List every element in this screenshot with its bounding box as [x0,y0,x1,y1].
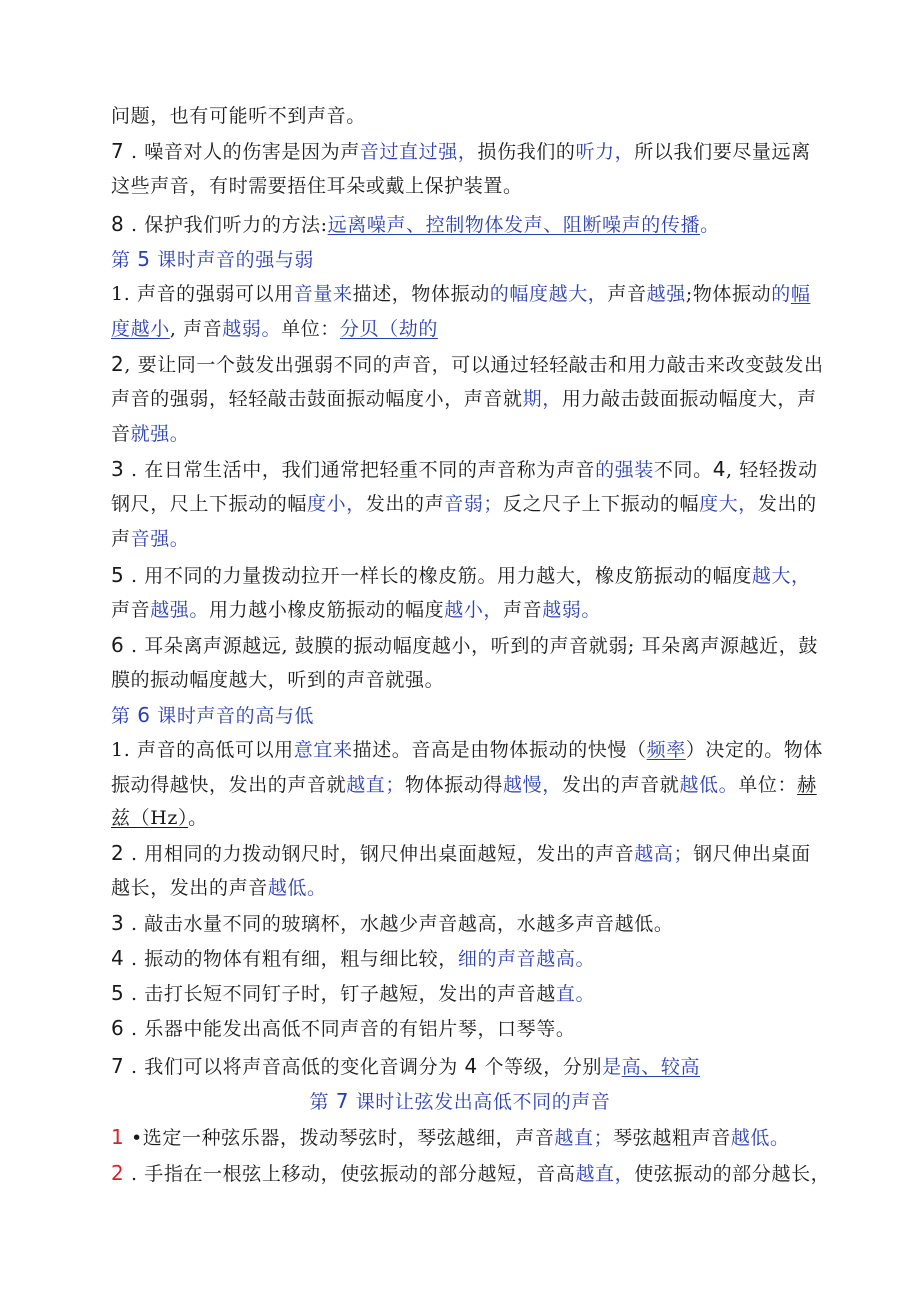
text-line [111,455,818,484]
text-segment: 琴弦越粗声音 [613,1127,731,1149]
text-line [111,561,811,590]
text-segment: 是 [602,1056,622,1078]
text-segment: . 用相同的力拨动钢尺时，钢尺伸出桌面越短，发出的声音 [124,843,635,865]
text-segment: 声音的强弱，轻轻敲击鼓面振动幅度小，声音就 [111,388,523,410]
text-segment: 越小， [444,599,504,621]
text-segment: 兹（Hz） [111,807,189,829]
text-segment: 越低。 [267,877,327,899]
text-segment: . 击打长短不同钉子时，钉子越短，发出的声音越 [124,983,556,1005]
text-segment: 度大， [699,493,758,515]
text-segment: 发出的声 [365,493,445,515]
text-line [111,102,366,130]
text-segment: 越强。 [150,599,210,621]
text-segment: 2 [111,841,125,865]
text-segment: 听力， [575,141,635,163]
text-line [111,596,601,624]
text-segment: 就强。 [130,423,190,445]
text-segment: 5 [137,247,151,271]
text-segment: 用力敲击鼓面振动幅度大，声 [561,388,817,410]
text-segment: ）决定的。物体 [685,739,824,761]
text-segment: 度小， [307,493,366,515]
text-segment: 4 [712,457,727,481]
text-segment: 6 [137,703,151,727]
text-segment: 越低。 [679,774,739,796]
text-line [111,736,823,764]
text-segment: 越直， [575,1163,635,1185]
text-segment: 第 [309,1091,336,1113]
section-heading [111,245,314,274]
text-segment: 3 [111,911,125,935]
text-segment: 赫 [797,774,817,796]
text-segment: •选定一种弦乐器，拨动琴弦时，琴弦越细，声音 [124,1127,555,1149]
text-segment: 损伤我们的 [477,141,576,163]
text-segment: 发出的声音就 [561,774,680,796]
text-line [111,1014,575,1043]
text-segment: 声音 [607,283,647,305]
text-segment: 第 [111,249,138,271]
text-line [111,315,438,343]
text-segment: 越慢， [503,774,562,796]
text-line [111,280,810,308]
text-line [111,172,523,200]
text-segment: 越弱。 [222,318,282,340]
text-segment: 越直； [346,774,406,796]
text-segment: 1. 声音的高低可以用 [111,739,294,761]
text-segment: 第 [111,705,138,727]
text-segment: 音弱； [444,493,504,515]
text-segment: 钢尺，尺上下振动的幅 [111,493,308,515]
text-segment: . 振动的物体有粗有细，粗与细比较， [124,948,458,970]
text-segment: 越低。 [730,1127,790,1149]
text-segment: 2 [111,352,125,376]
text-segment: 个等级，分别 [477,1056,603,1078]
text-segment: , 声音 [169,318,223,340]
text-line [111,666,444,694]
text-line [111,979,595,1008]
text-segment: 钢尺伸出桌面 [693,843,811,865]
text-segment: 问题，也有可能听不到声音。 [111,105,366,127]
text-segment: 反之尺子上下振动的幅 [503,493,700,515]
text-segment: 越大， [751,565,811,587]
text-segment: 描述，物体振动 [352,283,490,305]
text-line [111,1123,790,1152]
text-segment: 物体振动得 [405,774,504,796]
text-line [111,771,817,799]
section-heading [111,701,314,730]
text-segment: 越强 [646,283,686,305]
text-line [111,420,189,448]
text-segment: 2 [111,1161,125,1185]
text-segment: 描述。音高是由物体振动的快慢（ [352,739,647,761]
text-line [111,804,208,832]
text-segment: . 保护我们听力的方法: [124,214,328,236]
text-segment: 课时声音的高与低 [150,705,315,727]
text-segment: 课时声音的强与弱 [150,249,315,271]
text-segment: 6 [111,1016,125,1040]
text-segment: 细的声音越高。 [457,948,596,970]
text-line [111,909,673,938]
text-segment: 度越小 [111,318,170,340]
text-segment: 的强装 [595,459,654,481]
text-line [111,874,327,902]
text-segment: 声音 [503,599,543,621]
text-segment: 。 [188,807,208,829]
text-segment: 5 [111,563,125,587]
text-line [111,1052,700,1081]
text-segment: 课时让弦发出高低不同的声音 [349,1091,611,1113]
text-segment: 用力越小橡皮筋振动的幅度 [209,599,445,621]
text-segment: . 噪音对人的伤害是因为声 [124,141,360,163]
text-segment: 。 [700,214,720,236]
text-segment: 期， [522,388,562,410]
text-segment: . 我们可以将声音高低的变化音调分为 [124,1056,465,1078]
text-segment: 音过直过强， [359,141,478,163]
text-segment: 7 [335,1089,350,1113]
text-segment: 不同。 [653,459,713,481]
text-segment: 意宜来 [293,739,353,761]
text-segment: ;物体振动 [685,283,772,305]
text-line [111,137,811,166]
text-segment: 5 [111,981,125,1005]
text-segment: 声音 [111,599,151,621]
section-heading [0,1087,920,1116]
text-segment: . 用不同的力量拨动拉开一样长的橡皮筋。用力越大，橡皮筋振动的幅度 [124,565,752,587]
text-segment: . 手指在一根弦上移动，使弦振动的部分越短，音高 [124,1163,576,1185]
text-segment: 这些声音，有时需要捂住耳朵或戴上保护装置。 [111,175,523,197]
text-line [111,490,817,518]
text-segment: . 敲击水量不同的玻璃杯，水越少声音越高，水越多声音越低。 [124,913,674,935]
text-segment: , 要让同一个鼓发出强弱不同的声音，可以通过轻轻敲击和用力敲击来改变鼓发出 [124,354,824,376]
text-segment: 1. 声音的强弱可以用 [111,283,294,305]
text-segment: 发出的 [757,493,817,515]
text-segment: 幅 [790,283,811,305]
text-segment: 越长，发出的声音 [111,877,268,899]
text-segment: 分贝（劫的 [339,318,438,340]
text-segment: 8 [111,212,125,236]
text-segment: 振动得越快，发出的声音就 [111,774,347,796]
text-segment: 越高； [634,843,694,865]
text-segment: 7 [111,139,125,163]
text-segment: . 在日常生活中，我们通常把轻重不同的声音称为声音 [124,459,596,481]
text-segment: 单位： [281,318,340,340]
text-line [111,1159,830,1188]
text-segment: 越直； [554,1127,614,1149]
text-segment: 4 [464,1054,478,1078]
text-segment: 膜的振动幅度越大，听到的声音就强。 [111,669,445,691]
text-segment: 频率 [646,739,686,761]
text-line [111,525,189,553]
text-segment: 高、较高 [621,1056,701,1078]
text-segment: 直。 [555,983,596,1005]
text-segment: 远离噪声、控制物体发声、阻断噪声的传播 [327,214,701,236]
text-segment: 音量来 [293,283,353,305]
text-line [111,839,811,868]
text-segment: 音 [111,423,131,445]
text-line [111,385,817,413]
text-segment: 单位： [738,774,798,796]
text-segment: 音强。 [130,528,190,550]
text-line [111,350,824,379]
text-segment: 的 [771,283,791,305]
text-segment: 的幅度越大， [489,283,608,305]
text-segment: . 乐器中能发出高低不同声音的有铝片琴，口琴等。 [124,1018,576,1040]
text-segment: , 轻轻拨动 [726,459,818,481]
text-segment: . 耳朵离声源越远, 鼓膜的振动幅度越小，听到的声音就弱; 耳朵离声源越近，鼓 [124,635,818,657]
text-segment: 声 [111,528,131,550]
text-segment: 使弦振动的部分越长， [634,1163,831,1185]
text-segment: 越弱。 [542,599,602,621]
text-line [111,944,595,973]
text-segment: 所以我们要尽量远离 [634,141,811,163]
text-segment: 7 [111,1054,125,1078]
text-line [111,210,720,239]
text-segment: 6 [111,633,125,657]
text-segment: 3 [111,457,125,481]
text-line [111,631,818,660]
text-segment: 1 [111,1125,125,1149]
text-segment: 4 [111,946,125,970]
